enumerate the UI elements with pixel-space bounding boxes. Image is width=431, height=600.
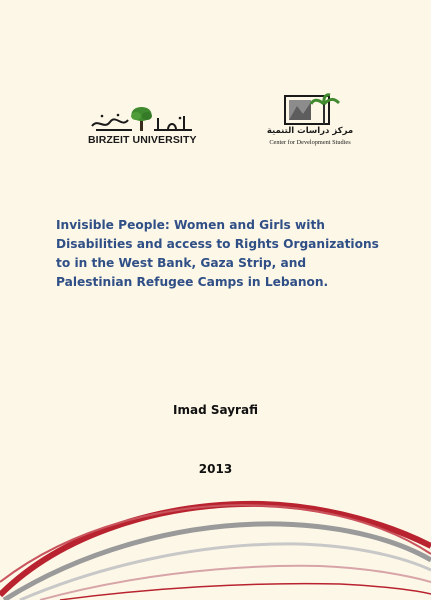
birzeit-logo-emblem [88,104,200,134]
birzeit-university-logo [88,104,200,150]
birzeit-university-name: BIRZEIT UNIVERSITY [88,134,197,146]
cds-logo-emblem [277,92,343,126]
author-name: Imad Sayrafi [173,403,258,417]
publication-year: 2013 [198,462,233,476]
document-title: Invisible People: Women and Girls with Disabilities and access to Rights Organizations to in the West Bank, Gaza Strip, and Palestinian Refugee Camps in Lebanon. [56,218,379,289]
cds-arabic-name: مركز دراسات التنمية [266,126,354,136]
decorative-swoosh [0,470,431,600]
cds-english-name: Center for Development Studies [269,139,351,146]
cds-logo [265,92,355,152]
